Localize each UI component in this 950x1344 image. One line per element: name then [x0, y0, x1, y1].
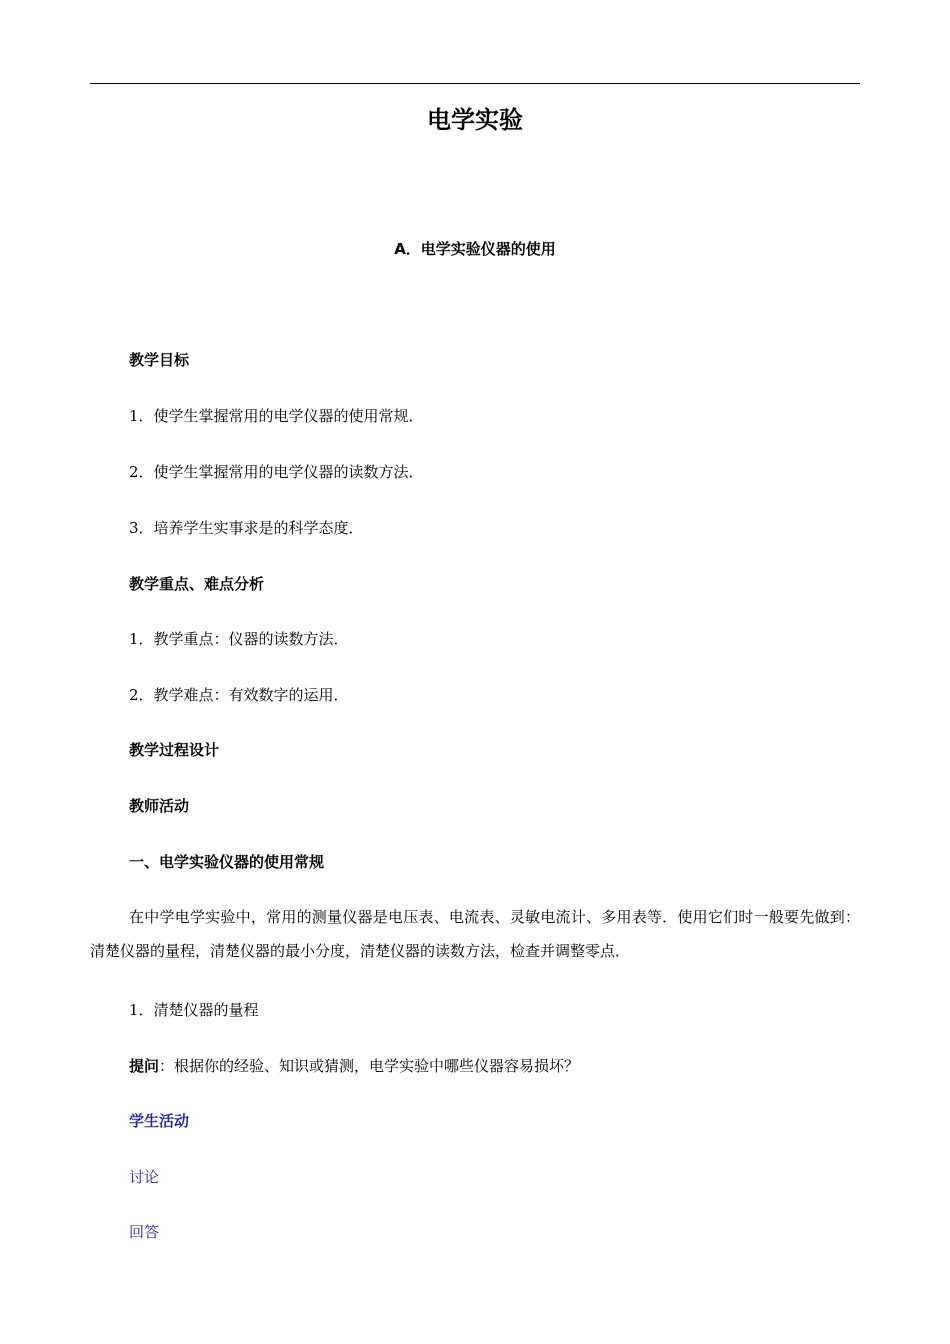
key-point-item-2: 2．教学难点：有效数字的运用． — [129, 686, 349, 704]
objective-item-2: 2．使学生掌握常用的电学仪器的读数方法． — [129, 463, 424, 481]
question-label: 提问 — [129, 1057, 160, 1075]
process-heading: 教学过程设计 — [129, 741, 220, 759]
key-point-item-1: 1．教学重点：仪器的读数方法． — [129, 630, 349, 648]
student-activity-heading: 学生活动 — [129, 1112, 190, 1130]
objectives-heading: 教学目标 — [129, 351, 190, 369]
student-item-discuss: 讨论 — [129, 1168, 160, 1186]
part1-paragraph: 在中学电学实验中，常用的测量仪器是电压表、电流表、灵敏电流计、多用表等．使用它们时一般要先做到：清楚仪器的量程，清楚仪器的最小分度，清楚仪器的读数方法，检查并调整零点． — [90, 908, 860, 960]
objective-item-1: 1．使学生掌握常用的电学仪器的使用常规． — [129, 407, 424, 425]
question-text: ：根据你的经验、知识或猜测，电学实验中哪些仪器容易损坏？ — [159, 1057, 580, 1075]
header-rule — [90, 83, 860, 84]
objective-item-3: 3．培养学生实事求是的科学态度． — [129, 519, 364, 537]
teacher-activity-heading: 教师活动 — [129, 797, 190, 815]
key-points-heading: 教学重点、难点分析 — [129, 575, 265, 593]
document-title: 电学实验 — [427, 106, 523, 134]
student-item-answer: 回答 — [129, 1223, 160, 1241]
part1-heading: 一、电学实验仪器的使用常规 — [129, 853, 325, 871]
question-line — [129, 1055, 579, 1077]
section-title: A．电学实验仪器的使用 — [394, 240, 556, 258]
part1-item-1: 1．清楚仪器的量程 — [129, 1001, 259, 1019]
